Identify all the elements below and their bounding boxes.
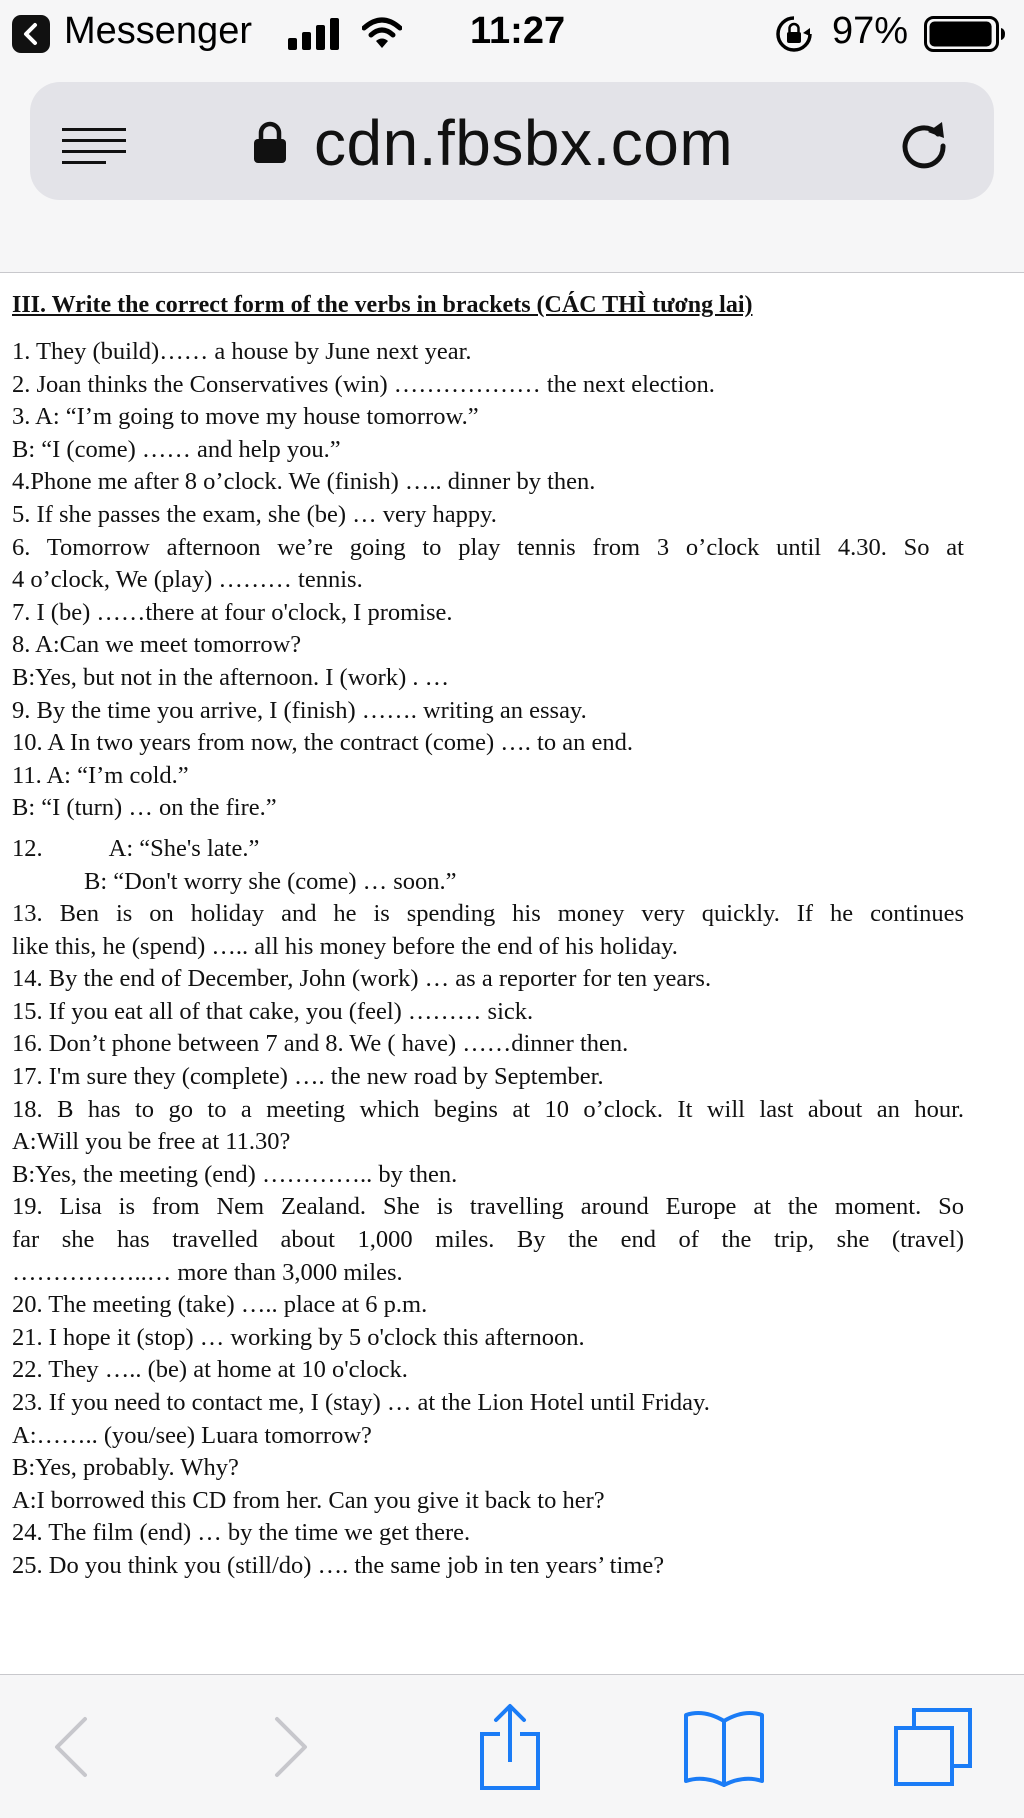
tabs-icon [892, 1706, 974, 1788]
secure-lock-icon [252, 120, 288, 164]
back-app-label[interactable]: Messenger [64, 10, 252, 52]
exercise-line: 15. If you eat all of that cake, you (feel) ……… sick. [12, 997, 534, 1025]
battery-icon [924, 16, 1006, 52]
address-bar[interactable] [30, 82, 994, 200]
exercise-line: 6. Tomorrow afternoon we’re going to play tennis from 3 o’clock until 4.30. So at [12, 533, 964, 561]
exercise-line: 22. They ….. (be) at home at 10 o'clock. [12, 1356, 408, 1384]
share-button[interactable] [470, 1699, 550, 1795]
exercise-line: 11. A: “I’m cold.” [12, 761, 189, 789]
exercise-line: 23. If you need to contact me, I (stay) … at the Lion Hotel until Friday. [12, 1389, 710, 1416]
exercise-line: A:Will you be free at 11.30? [12, 1128, 291, 1156]
exercise-line: 14. By the end of December, John (work) … as a reporter for ten years. [12, 965, 712, 993]
document-view[interactable] [0, 272, 1024, 1674]
exercise-line: 17. I'm sure they (complete) …. the new road by September. [12, 1063, 604, 1091]
exercise-heading: III. Write the correct form of the verbs in brackets (CÁC THÌ tương lai) [12, 292, 753, 318]
exercise-line: 16. Don’t phone between 7 and 8. We ( have) ……dinner then. [12, 1030, 629, 1058]
back-icon [51, 1715, 91, 1779]
exercise-line: 21. I hope it (stop) … working by 5 o'clock this afternoon. [12, 1323, 585, 1351]
battery-percentage: 97% [832, 10, 909, 52]
reader-view-icon[interactable] [60, 126, 128, 168]
bottom-toolbar [0, 1674, 1024, 1818]
exercise-line: 19. Lisa is from Nem Zealand. She is travelling around Europe at the moment. So [12, 1193, 964, 1221]
exercise-line: 1. They (build)…… a house by June next year. [12, 338, 472, 365]
exercise-line: 9. By the time you arrive, I (finish) ……. writing an essay. [12, 696, 587, 724]
exercise-line: 8. A:Can we meet tomorrow? [12, 631, 302, 659]
orientation-lock-icon [774, 14, 814, 54]
exercise-line: 13. Ben is on holiday and he is spending his money very quickly. If he continues [12, 900, 964, 928]
exercise-lines [12, 336, 1012, 1583]
browser-toolbar [0, 66, 1024, 273]
exercise-line: B:Yes, the meeting (end) ………….. by then. [12, 1160, 458, 1188]
exercise-line: A:I borrowed this CD from her. Can you give it back to her? [12, 1486, 605, 1514]
tabs-button[interactable] [890, 1699, 976, 1795]
exercise-line: far she has travelled about 1,000 miles. By the end of the trip, she (travel) [12, 1226, 964, 1254]
exercise-line: 24. The film (end) … by the time we get there. [12, 1519, 471, 1547]
url-text[interactable]: cdn.fbsbx.com [314, 107, 734, 179]
wifi-icon [362, 16, 402, 50]
back-arrow-icon [21, 22, 41, 46]
cellular-signal-icon [288, 18, 342, 50]
forward-icon [271, 1715, 311, 1779]
exercise-line: B: “I (turn) … on the fire.” [12, 794, 277, 822]
exercise-line: 5. If she passes the exam, she (be) … very happy. [12, 500, 497, 528]
exercise-line: 12. A: “She's late.” [12, 834, 260, 862]
exercise-line: ……………..… more than 3,000 miles. [12, 1258, 403, 1286]
exercise-line: B: “I (come) …… and help you.” [12, 435, 341, 463]
exercise-line: 3. A: “I’m going to move my house tomorrow.” [12, 403, 479, 431]
status-bar [0, 0, 1024, 66]
back-button[interactable] [36, 1699, 106, 1795]
forward-button[interactable] [256, 1699, 326, 1795]
exercise-line: 4.Phone me after 8 o’clock. We (finish) ….. dinner by then. [12, 468, 596, 496]
exercise-line: 2. Joan thinks the Conservatives (win) ……………… the next election. [12, 370, 715, 398]
exercise-line: 18. B has to go to a meeting which begins at 10 o’clock. It will last about an hour. [12, 1095, 964, 1123]
exercise-line: 4 o’clock, We (play) ……… tennis. [12, 566, 363, 594]
clock: 11:27 [470, 10, 566, 52]
share-icon [478, 1702, 542, 1792]
reload-icon[interactable] [898, 118, 950, 170]
exercise-line: 7. I (be) ……there at four o'clock, I promise. [12, 598, 453, 626]
back-to-app-button[interactable] [12, 15, 50, 53]
exercise-line: like this, he (spend) ….. all his money before the end of his holiday. [12, 932, 678, 960]
exercise-line: 20. The meeting (take) ….. place at 6 p.m. [12, 1291, 428, 1319]
bookmarks-button[interactable] [676, 1699, 772, 1795]
exercise-line: B:Yes, but not in the afternoon. I (work) . … [12, 663, 450, 691]
exercise-line: B:Yes, probably. Why? [12, 1454, 239, 1482]
exercise-line: B: “Don't worry she (come) … soon.” [84, 867, 457, 895]
bookmarks-icon [682, 1707, 766, 1787]
exercise-line: 10. A In two years from now, the contract (come) …. to an end. [12, 729, 633, 757]
exercise-line: 25. Do you think you (still/do) …. the same job in ten years’ time? [12, 1551, 665, 1579]
exercise-line: A:…….. (you/see) Luara tomorrow? [12, 1421, 372, 1449]
